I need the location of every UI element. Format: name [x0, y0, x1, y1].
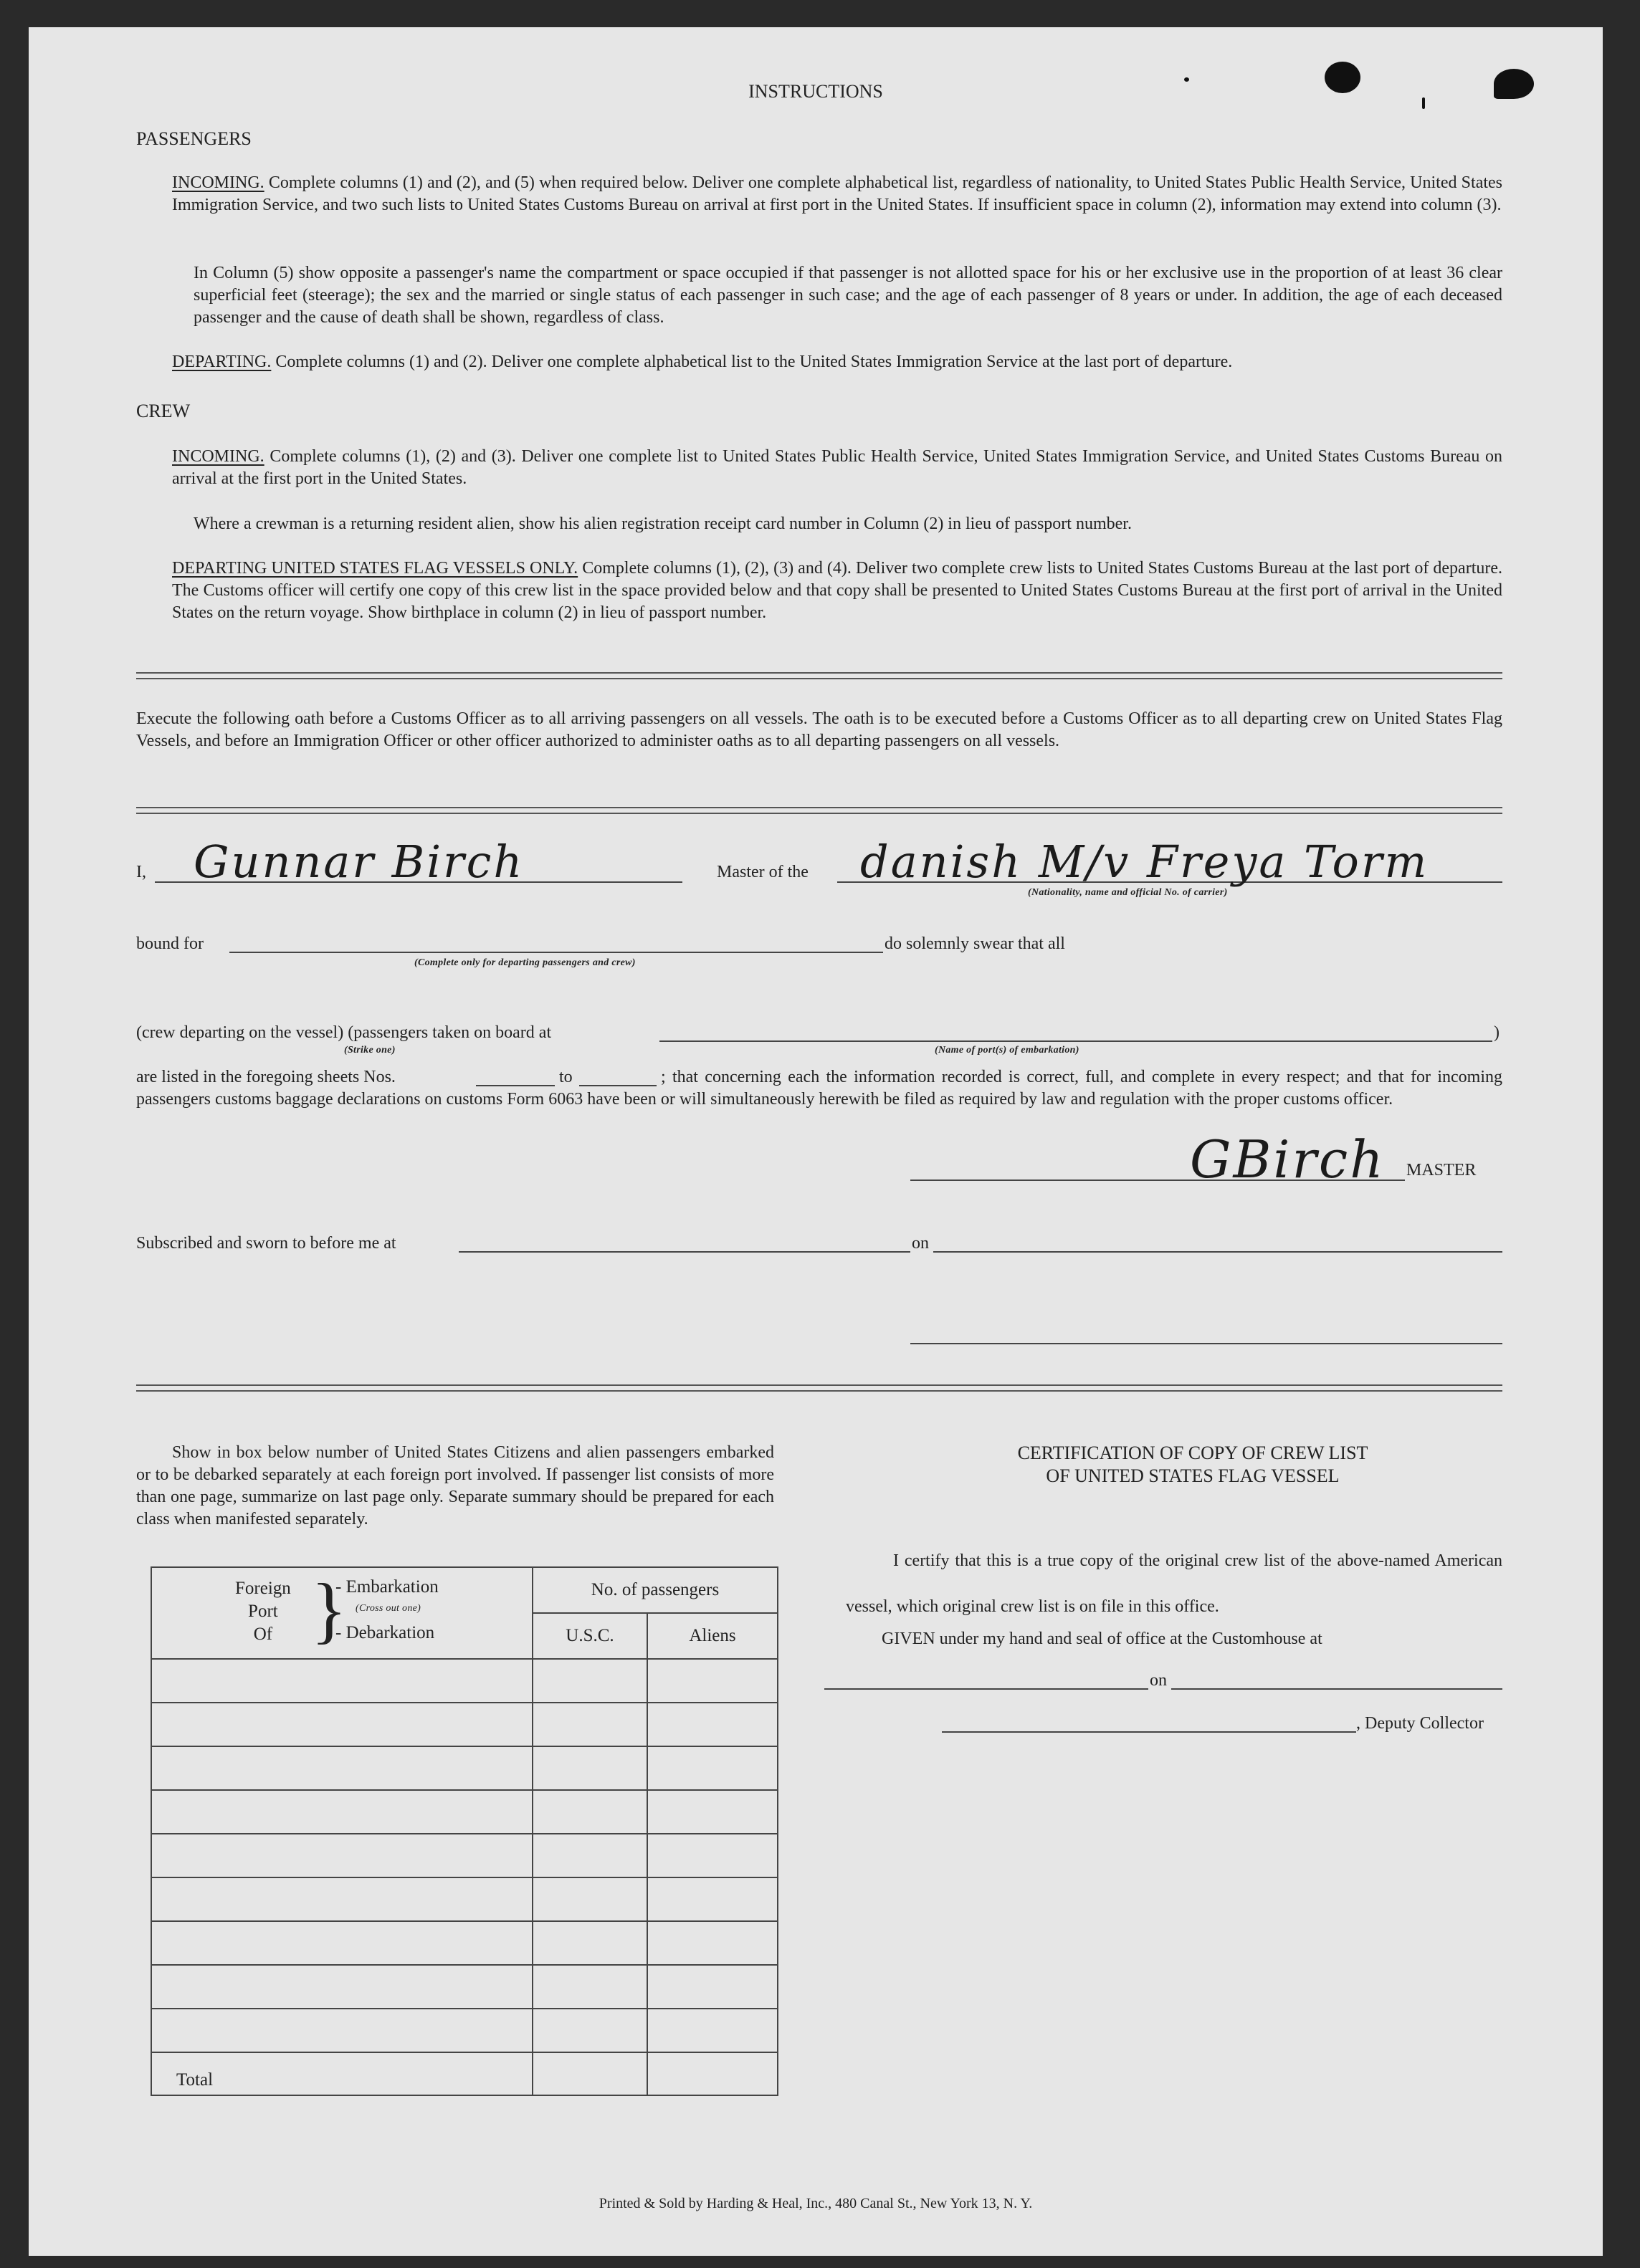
- crew-incoming-text: Complete columns (1), (2) and (3). Deliver one complete list to United States Public Health Service, United States Immigration Service, and United States Customs Bureau on arrival at the first port in the United States.: [172, 447, 1503, 488]
- embarkation-label: - Embarkation: [335, 1577, 439, 1597]
- master-of-label: Master of the: [717, 863, 809, 881]
- total-row: [151, 2052, 778, 2095]
- sworn-date-field[interactable]: [933, 1251, 1502, 1253]
- table-row: [151, 1746, 778, 1790]
- subscribed-label: Subscribed and sworn to before me at: [136, 1234, 396, 1253]
- strike-caption: (Strike one): [344, 1045, 396, 1056]
- bound-for-caption: (Complete only for departing passengers and crew): [414, 957, 636, 968]
- cross-out-caption: (Cross out one): [356, 1603, 421, 1614]
- passengers-departing-text: Complete columns (1) and (2). Deliver one complete alphabetical list to the United States Immigration Service at the last port of departure.: [275, 353, 1233, 371]
- table-row: [151, 2009, 778, 2052]
- swear-text: do solemnly swear that all: [885, 934, 1065, 953]
- table-row: [151, 1790, 778, 1834]
- usc-total-cell[interactable]: [533, 2052, 647, 2095]
- aliens-cell[interactable]: [647, 1834, 778, 1877]
- port-cell[interactable]: [151, 1965, 533, 2009]
- certify-text: I certify that this is a true copy of the original crew list of the above-named American vessel, which original crew list is on file in this office.: [846, 1551, 1502, 1616]
- summary-instructions: Show in box below number of United States Citizens and alien passengers embarked or to be debarked separately at each foreign port involved. If passenger list consists of more than one page, summarize on last page only. Separate summary should be prepared for each class when manifested separately.: [136, 1443, 774, 1528]
- ports-caption: (Name of port(s) of embarkation): [935, 1045, 1079, 1056]
- master-name-handwriting: Gunnar Birch: [194, 836, 525, 888]
- to-label: to: [559, 1068, 573, 1086]
- deputy-collector-field[interactable]: [942, 1731, 1356, 1733]
- cert-on-label: on: [1150, 1671, 1167, 1690]
- port-cell[interactable]: [151, 1834, 533, 1877]
- passengers-departing-paragraph: [172, 351, 1502, 373]
- crew-departing-text: Complete columns (1), (2), (3) and (4). Deliver two complete crew lists to United States Customs Bureau at the last port of departure. The Customs officer will certify one copy of this crew list in the space provided below and that copy shall be presented to United States Customs Bureau at the first port of arrival in the United States on the return voyage. Show birthplace in column (2) in lieu of passport number.: [172, 559, 1503, 622]
- foreign-port-header: [151, 1567, 533, 1659]
- usc-cell[interactable]: [533, 1659, 647, 1703]
- certification-title-1: CERTIFICATION OF COPY OF CREW LIST: [1017, 1442, 1368, 1463]
- i-label: I,: [136, 863, 146, 881]
- certification-title-2: OF UNITED STATES FLAG VESSEL: [1046, 1465, 1340, 1486]
- master-label: MASTER: [1406, 1161, 1477, 1180]
- section-divider: [136, 1384, 1502, 1392]
- printer-credit: Printed & Sold by Harding & Heal, Inc., 480 Canal St., New York 13, N. Y.: [599, 2196, 1033, 2211]
- passengers-incoming-label: INCOMING.: [172, 173, 264, 192]
- close-paren: ): [1494, 1023, 1500, 1042]
- aliens-cell[interactable]: [647, 1790, 778, 1834]
- port-cell[interactable]: [151, 2009, 533, 2052]
- passenger-summary-table: [151, 1566, 778, 2096]
- vessel-name-handwriting: danish M/v Freya Torm: [860, 836, 1429, 888]
- port-cell[interactable]: [151, 1659, 533, 1703]
- port-cell[interactable]: [151, 1877, 533, 1921]
- oath-intro: Execute the following oath before a Customs Officer as to all arriving passengers on all vessels. The oath is to be executed before a Customs Officer as to all departing crew on United States Flag Vessels, and before an Immigration Officer or other officer authorized to administer oaths as to all departing passengers on all vessels.: [136, 709, 1502, 750]
- passengers-incoming-paragraph: [172, 172, 1502, 216]
- aliens-cell[interactable]: [647, 1921, 778, 1965]
- crew-incoming-label: INCOMING.: [172, 447, 264, 466]
- aliens-cell[interactable]: [647, 1703, 778, 1746]
- listed-continuation: ; that concerning each the information recorded is correct, full, and complete in every respect; and that for incoming passengers customs baggage declarations on customs Form 6063 have been or will simultaneously herewith be filed as required by law and regulation with the proper customs officer.: [136, 1068, 1502, 1109]
- cert-date-field[interactable]: [1171, 1688, 1502, 1690]
- usc-header: U.S.C.: [533, 1613, 647, 1659]
- aliens-cell[interactable]: [647, 1877, 778, 1921]
- crew-departing-text: (crew departing on the vessel) (passengers taken on board at: [136, 1023, 552, 1042]
- passengers-incoming-text: Complete columns (1) and (2), and (5) when required below. Deliver one complete alphabetical list, regardless of nationality, to United States Public Health Service, United States Immigration Service, and two such lists to United States Customs Bureau on arrival at first port in the United States. If insufficient space in column (2), information may extend into column (3).: [172, 173, 1503, 214]
- officer-signature-field[interactable]: [910, 1343, 1502, 1344]
- page-title: INSTRUCTIONS: [748, 81, 883, 102]
- crew-resident-paragraph: Where a crewman is a returning resident alien, show his alien registration receipt card number in Column (2) in lieu of passport number.: [194, 515, 1132, 533]
- usc-cell[interactable]: [533, 1965, 647, 2009]
- total-label: Total: [151, 2052, 533, 2095]
- aliens-cell[interactable]: [647, 2009, 778, 2052]
- vessel-caption: (Nationality, name and official No. of carrier): [1028, 887, 1228, 898]
- passengers-departing-label: DEPARTING.: [172, 353, 272, 371]
- port-cell[interactable]: [151, 1921, 533, 1965]
- bound-for-label: bound for: [136, 934, 204, 953]
- usc-cell[interactable]: [533, 1703, 647, 1746]
- port-cell[interactable]: [151, 1790, 533, 1834]
- sworn-on-label: on: [912, 1234, 929, 1253]
- table-row: [151, 1921, 778, 1965]
- given-text: GIVEN under my hand and seal of office at the Customhouse at: [882, 1630, 1322, 1648]
- table-row: [151, 1965, 778, 2009]
- column5-paragraph: In Column (5) show opposite a passenger's name the compartment or space occupied if that passenger is not allotted space for his or her exclusive use in the proportion of at least 36 clear superficial feet (steerage); the sex and the married or single status of each passenger in such case; and the age of each passenger of 8 years or under. In addition, the age of each deceased passenger and the cause of death shall be shown, regardless of class.: [194, 264, 1502, 327]
- aliens-cell[interactable]: [647, 1965, 778, 2009]
- aliens-cell[interactable]: [647, 1659, 778, 1703]
- section-divider: [136, 807, 1502, 814]
- crew-departing-paragraph: [172, 558, 1502, 624]
- customhouse-field[interactable]: [824, 1688, 1148, 1690]
- listed-text: are listed in the foregoing sheets Nos.: [136, 1068, 396, 1086]
- usc-cell[interactable]: [533, 1921, 647, 1965]
- no-passengers-header: No. of passengers: [533, 1567, 778, 1613]
- section-divider: [136, 672, 1502, 679]
- aliens-header: Aliens: [647, 1613, 778, 1659]
- foreign-port-label: [235, 1577, 291, 1646]
- sworn-place-field[interactable]: [459, 1251, 910, 1253]
- port-cell[interactable]: [151, 1703, 533, 1746]
- crew-incoming-paragraph: [172, 446, 1502, 490]
- usc-cell[interactable]: [533, 1746, 647, 1790]
- aliens-total-cell[interactable]: [647, 2052, 778, 2095]
- aliens-cell[interactable]: [647, 1746, 778, 1790]
- crew-heading: CREW: [136, 401, 191, 421]
- form-page: [29, 27, 1603, 2256]
- debarkation-label: - Debarkation: [335, 1623, 435, 1642]
- table-row: [151, 1659, 778, 1703]
- usc-cell[interactable]: [533, 1834, 647, 1877]
- usc-cell[interactable]: [533, 1790, 647, 1834]
- table-row: [151, 1703, 778, 1746]
- port-cell[interactable]: [151, 1746, 533, 1790]
- passengers-heading: PASSENGERS: [136, 128, 252, 149]
- of-label: Of: [253, 1625, 273, 1644]
- bound-for-field[interactable]: [229, 952, 883, 953]
- deputy-collector-label: , Deputy Collector: [1356, 1714, 1484, 1733]
- table-row: [151, 1834, 778, 1877]
- master-signature: GBirch: [1190, 1129, 1386, 1190]
- brace-icon: }: [311, 1569, 347, 1651]
- usc-cell[interactable]: [533, 1877, 647, 1921]
- table-row: [151, 1877, 778, 1921]
- crew-departing-label: DEPARTING UNITED STATES FLAG VESSELS ONLY.: [172, 559, 578, 578]
- embarkation-ports-field[interactable]: [659, 1040, 1492, 1042]
- foreign-label: Foreign: [235, 1579, 291, 1598]
- port-label: Port: [248, 1602, 278, 1621]
- usc-cell[interactable]: [533, 2009, 647, 2052]
